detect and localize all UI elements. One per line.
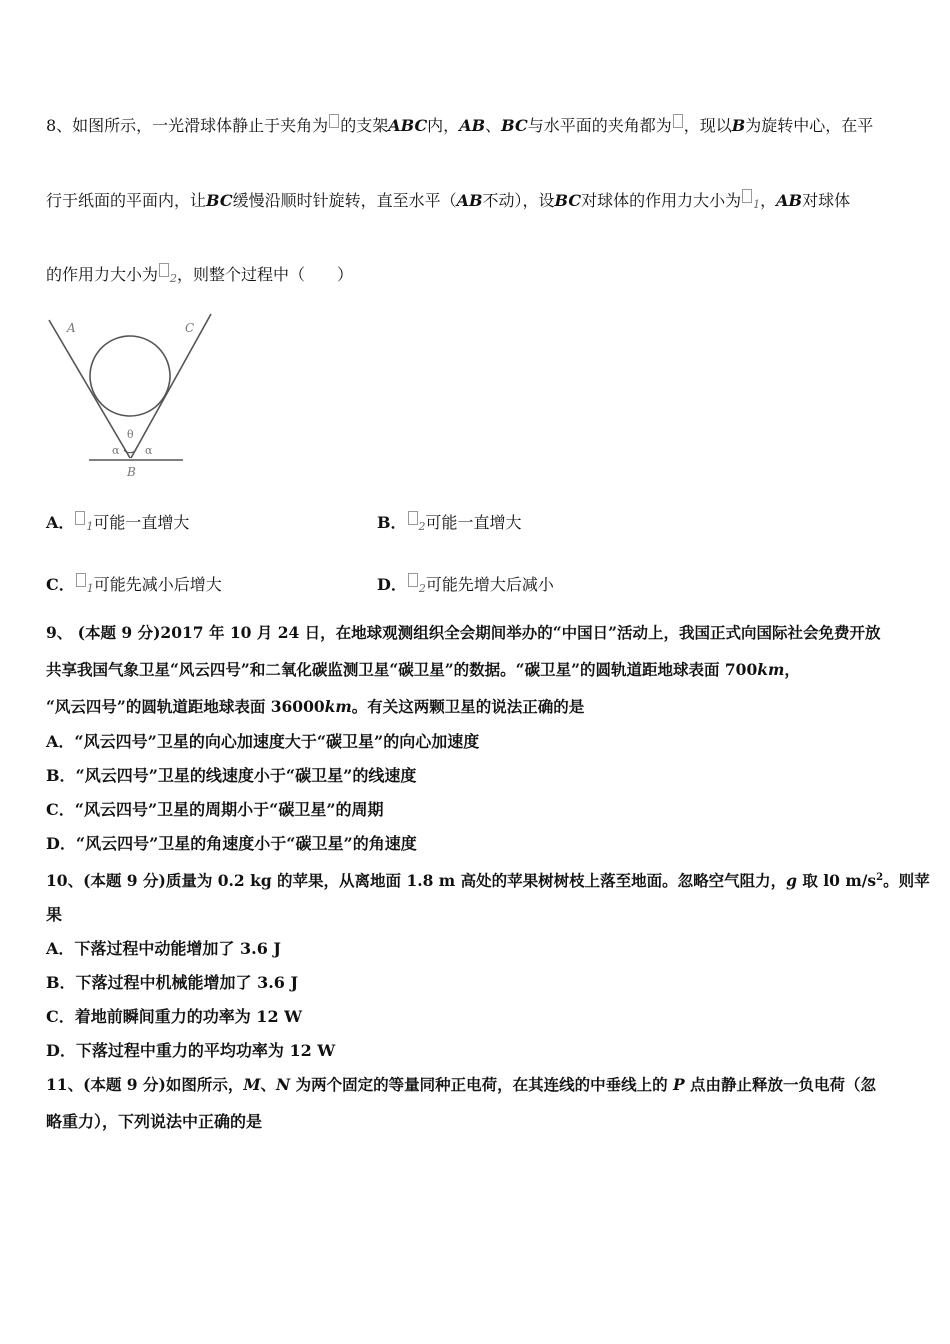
label-theta: θ (127, 428, 134, 441)
q8-stem-line2: 行于纸面的平面内，让BC缓慢沿顺时针旋转，直至水平（AB不动），设BC对球体的作用力大小为 1，AB对球体 (46, 191, 851, 211)
q8-stem-line3: 的作用力大小为 2，则整个过程中（ ） (46, 265, 354, 285)
missing-symbol-icon (76, 573, 86, 587)
q8-option-a[interactable]: A． 1可能一直增大 (46, 513, 190, 533)
label-alpha-right: α (145, 444, 153, 457)
ball (90, 336, 170, 416)
q8-option-d[interactable]: D． 2可能先增大后减小 (377, 575, 554, 595)
q10-option-c[interactable]: C．着地前瞬间重力的功率为 12 W (46, 1007, 303, 1026)
q10-stem-line1: 10、(本题 9 分)质量为 0.2 kg 的苹果，从离地面 1.8 m 高处的苹果树树枝上落至地面。忽略空气阻力，g 取 l0 $m/s^2$。则苹 (46, 871, 930, 891)
q11-stem-line1: 11、(本题 9 分)如图所示，M、N 为两个固定的等量同种正电荷，在其连线的中垂线上的 P 点由静止释放一负电荷（忽 (46, 1075, 877, 1094)
q9-stem-line2: 共享我国气象卫星“风云四号”和二氧化碳监测卫星“碳卫星”的数据。“碳卫星”的圆轨道距地球表面 700km， (46, 660, 800, 679)
q9-option-a[interactable]: A．“风云四号”卫星的向心加速度大于“碳卫星”的向心加速度 (46, 732, 480, 751)
support-arm-ab (49, 320, 130, 458)
q10-option-b[interactable]: B．下落过程中机械能增加了 3.6 J (46, 973, 299, 992)
q8-option-b[interactable]: B． 2可能一直增大 (377, 513, 522, 533)
label-alpha-left: α (112, 444, 120, 457)
q9-option-d[interactable]: D．“风云四号”卫星的角速度小于“碳卫星”的角速度 (46, 834, 417, 853)
q8-option-c[interactable]: C． 1可能先减小后增大 (46, 575, 222, 595)
q9-option-b[interactable]: B．“风云四号”卫星的线速度小于“碳卫星”的线速度 (46, 766, 417, 785)
q10-option-a[interactable]: A．下落过程中动能增加了 3.6 J (46, 939, 281, 958)
q10-option-d[interactable]: D．下落过程中重力的平均功率为 12 W (46, 1041, 336, 1060)
q10-stem-line2: 果 (46, 905, 63, 924)
missing-symbol-icon (742, 189, 752, 203)
q8-figure (45, 312, 195, 480)
q8-stem-line1: 8、如图所示，一光滑球体静止于夹角为 的支架ABC内，AB、BC与水平面的夹角都为 ，现以B为旋转中心，在平 (46, 116, 874, 135)
missing-symbol-icon (329, 114, 339, 128)
q9-stem-line1: 9、 (本题 9 分)2017 年 10 月 24 日，在地球观测组织全会期间举办的“中国日”活动上，我国正式向国际社会免费开放 (46, 623, 881, 642)
label-b: B (127, 465, 136, 479)
missing-symbol-icon (159, 263, 169, 277)
missing-symbol-icon (75, 511, 85, 525)
missing-symbol-icon (673, 114, 683, 128)
q11-stem-line2: 略重力），下列说法中正确的是 (46, 1112, 263, 1131)
label-c: C (185, 321, 195, 335)
label-a: A (67, 321, 76, 335)
q9-option-c[interactable]: C．“风云四号”卫星的周期小于“碳卫星”的周期 (46, 800, 384, 819)
q9-stem-line3: “风云四号”的圆轨道距地球表面 36000km。有关这两颗卫星的说法正确的是 (46, 697, 585, 716)
support-arm-bc (131, 314, 211, 458)
missing-symbol-icon (408, 573, 418, 587)
missing-symbol-icon (408, 511, 418, 525)
